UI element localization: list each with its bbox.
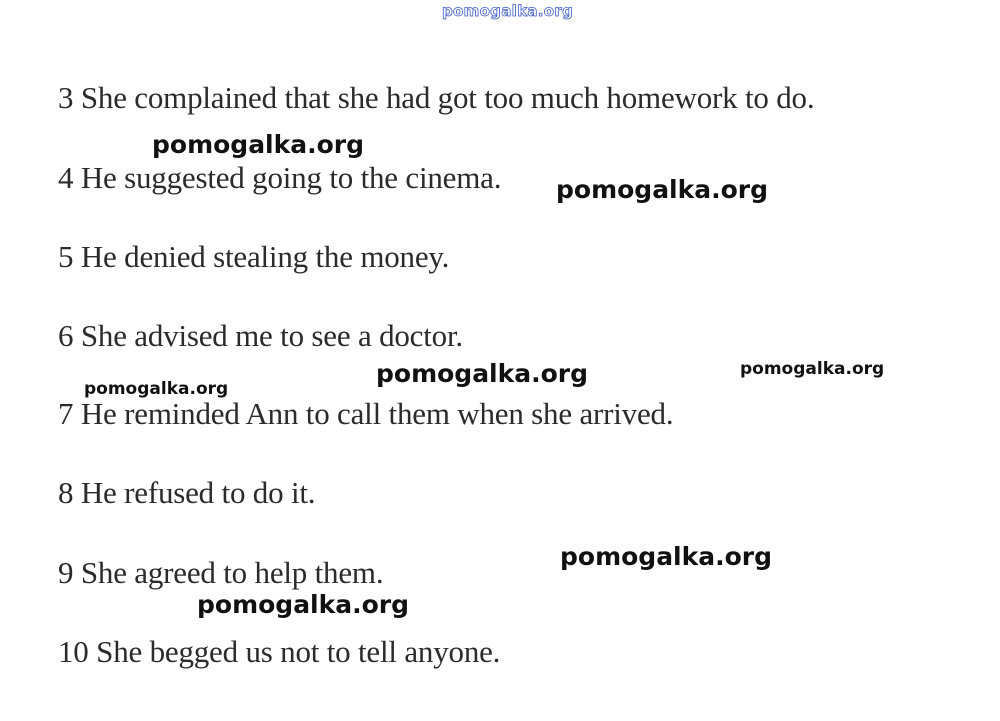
watermark: pomogalka.org [197, 590, 410, 619]
watermark: pomogalka.org [152, 130, 365, 159]
watermark: pomogalka.org [740, 359, 885, 379]
sentence-6: 6 She advised me to see a doctor. [58, 318, 463, 353]
sentence-4: 4 He suggested going to the cinema. [58, 160, 502, 195]
sentence-8: 8 He refused to do it. [58, 475, 316, 510]
watermark: pomogalka.org [560, 542, 773, 571]
sentence-7: 7 He reminded Ann to call them when she arrived. [58, 396, 674, 431]
header-site-mark: pomogalka.org [442, 2, 574, 20]
sentence-3: 3 She complained that she had got too much homework to do. [58, 80, 815, 115]
watermark: pomogalka.org [376, 359, 589, 388]
watermark: pomogalka.org [84, 379, 229, 399]
watermark: pomogalka.org [556, 175, 769, 204]
sentence-10: 10 She begged us not to tell anyone. [58, 634, 501, 669]
sentence-5: 5 He denied stealing the money. [58, 239, 450, 274]
sentence-9: 9 She agreed to help them. [58, 555, 384, 590]
